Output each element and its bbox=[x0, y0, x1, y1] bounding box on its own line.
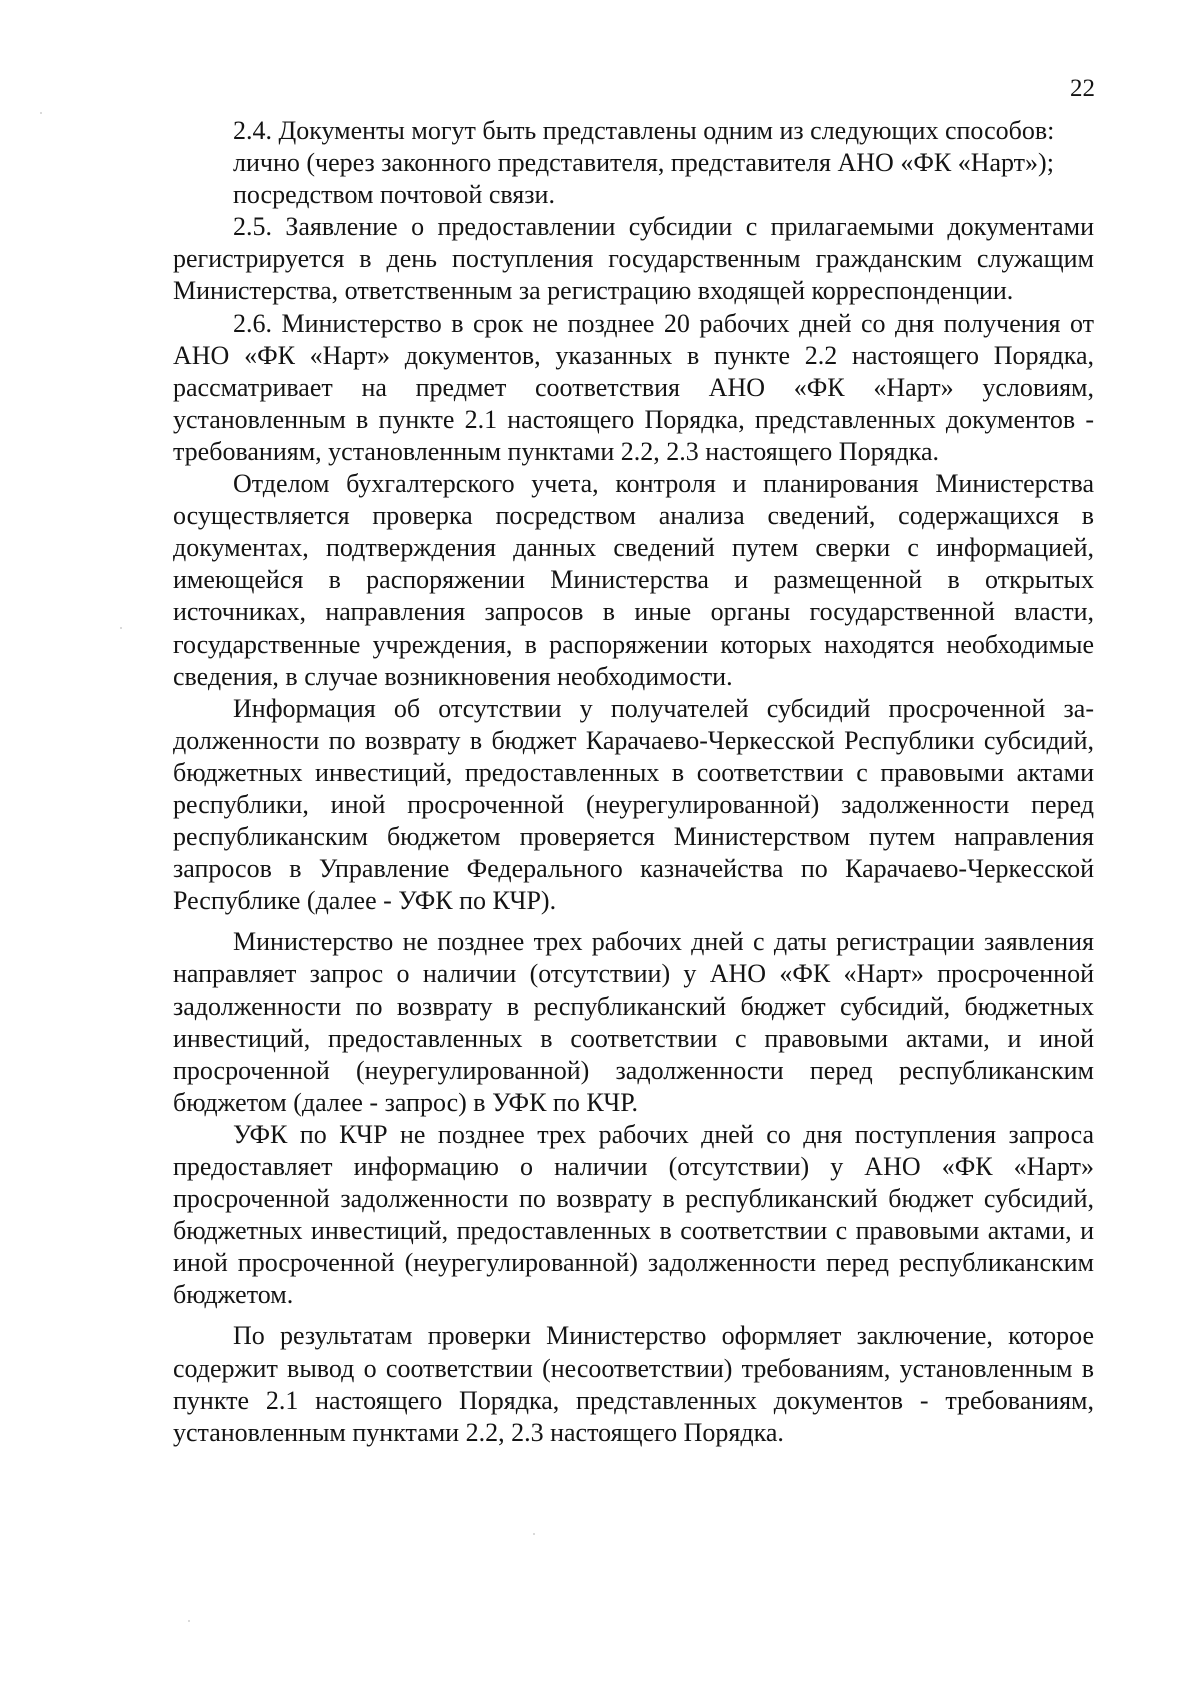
paragraph-debt-information: Информация об отсутствии у получателей субсидий просроченной задолженности по возврату в бюджет Карачаево-Черкесской Республики субсидий, бюджетных инвестиций, предоставленных в соответствии с правовыми актами республики, иной просроченной (неурегулированной) задолженности перед республиканским бюджетом проверяется Министерством путем направления запросов в Управление Федерального казначейства по Карачаево-Черкесской Республике (далее - УФК по КЧР). bbox=[173, 693, 1094, 916]
scan-speck bbox=[120, 627, 122, 629]
scan-speck bbox=[188, 1620, 190, 1622]
paragraph-2-6: 2.6. Министерство в срок не позднее 20 рабочих дней со дня получения от АНО «ФК «Нарт» документов, указанных в пункте 2.2 настоящего Порядка, рассматривает на предмет соответствия АНО «ФК «Нарт» условиям, установленным в пункте 2.1 настоящего Порядка, представленных документов - требованиям, установленным пунктами 2.2, 2.3 настоящего Порядка. bbox=[173, 308, 1094, 466]
paragraph-accounting-check: Отделом бухгалтерского учета, контроля и планирования Министерства осуществляется проверка посредством анализа сведений, содержащихся в документах, подтверждения данных сведений путем сверки с информацией, имеющейся в распоряжении Министерства и размещенной в открытых источниках, направления запросов в иные органы государственной власти, государственные учреждения, в распоряжении которых находятся необходимые сведения, в случае возникновения необходимости. bbox=[173, 469, 1094, 691]
paragraph-2-5: 2.5. Заявление о предоставлении субсидии с прилагаемыми документами регистрируется в день поступления государственным гражданским служащим Министерства, ответственным за регистрацию входящей корреспонденции. bbox=[173, 212, 1094, 306]
document-body bbox=[173, 115, 1094, 1449]
paragraph-method-post: посредством почтовой связи. bbox=[233, 180, 555, 210]
paragraph-conclusion: По результатам проверки Министерство оформляет заключение, которое содержит вывод о соответствии (несоответствии) требованиям, установленным в пункте 2.1 настоящего Порядка, представленных документов - требованиям, установленным пунктами 2.2, 2.3 настоящего Порядка. bbox=[173, 1321, 1094, 1447]
page-number: 22 bbox=[1070, 75, 1095, 102]
paragraph-ufk-response: УФК по КЧР не позднее трех рабочих дней со дня поступления запроса предоставляет информацию о наличии (отсутствии) у АНО «ФК «Нарт» просроченной задолженности по возврату в республиканский бюджет субсидий, бюджетных инвестиций, предоставленных в соответствии с правовыми актами, и иной просроченной (неурегулированной) задолженности перед республиканским бюджетом. bbox=[173, 1119, 1094, 1310]
scan-speck bbox=[533, 1533, 535, 1535]
paragraph-2-4: 2.4. Документы могут быть представлены одним из следующих способов: bbox=[233, 116, 1055, 145]
scan-speck bbox=[40, 112, 42, 114]
paragraph-method-personal: лично (через законного представителя, представителя АНО «ФК «Нарт»); bbox=[233, 148, 1054, 178]
paragraph-ministry-request: Министерство не позднее трех рабочих дней с даты регистрации заявления направляет запрос о наличии (отсутствии) у АНО «ФК «Нарт» просроченной задолженности по возврату в республиканский бюджет субсидий, бюджетных инвестиций, предоставленных в соответствии с правовыми актами, и иной просроченной (неурегулированной) задолженности перед республиканским бюджетом (далее - запрос) в УФК по КЧР. bbox=[173, 927, 1094, 1117]
